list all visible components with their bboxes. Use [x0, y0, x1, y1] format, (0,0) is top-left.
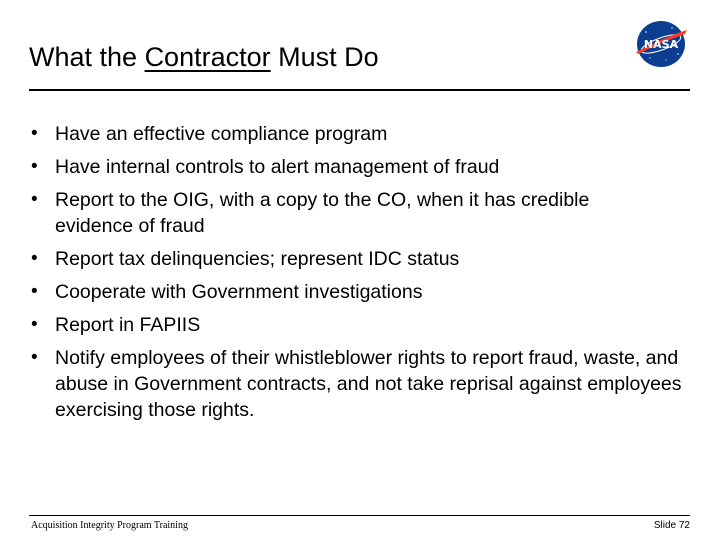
- bullet-text: Report tax delinquencies; represent IDC status: [55, 248, 460, 270]
- bullet-icon: •: [31, 347, 38, 368]
- bullet-icon: •: [31, 248, 38, 269]
- bullet-text: Have an effective compliance program: [55, 123, 388, 145]
- title-divider: [29, 89, 690, 91]
- svg-text:NASA: NASA: [643, 38, 679, 51]
- slide-title-underlined: Contractor: [144, 42, 271, 72]
- bullet-icon: •: [31, 156, 38, 177]
- footer-course-title: Acquisition Integrity Program Training: [31, 520, 188, 531]
- list-item: [31, 312, 711, 338]
- slide-title: [29, 40, 379, 74]
- bullet-icon: •: [31, 314, 38, 335]
- nasa-logo: [632, 18, 690, 70]
- bullet-text: Cooperate with Government investigations: [55, 281, 423, 303]
- slide-title-part-2: Must Do: [270, 42, 379, 72]
- list-item: [31, 121, 711, 147]
- bullet-text: Report in FAPIIS: [55, 314, 201, 336]
- bullet-icon: •: [31, 281, 38, 302]
- slide-title-part-1: What the: [29, 42, 145, 72]
- footer-divider: [29, 515, 690, 516]
- bullet-text: Report to the OIG, with a copy to the CO, when it has credible evidence of fraud: [55, 189, 590, 237]
- list-item: [31, 187, 655, 239]
- bullet-icon: •: [31, 123, 38, 144]
- list-item: [31, 246, 711, 272]
- footer-slide-number: Slide 72: [653, 520, 690, 531]
- bullet-icon: •: [31, 189, 38, 210]
- bullet-text: Notify employees of their whistleblower rights to report fraud, waste, and abuse in Government contracts, and not take reprisal against employees exercising those rights.: [55, 347, 682, 421]
- list-item: [31, 345, 715, 423]
- bullet-list: [31, 121, 711, 430]
- list-item: [31, 279, 711, 305]
- bullet-text: Have internal controls to alert management of fraud: [55, 156, 500, 178]
- list-item: [31, 154, 711, 180]
